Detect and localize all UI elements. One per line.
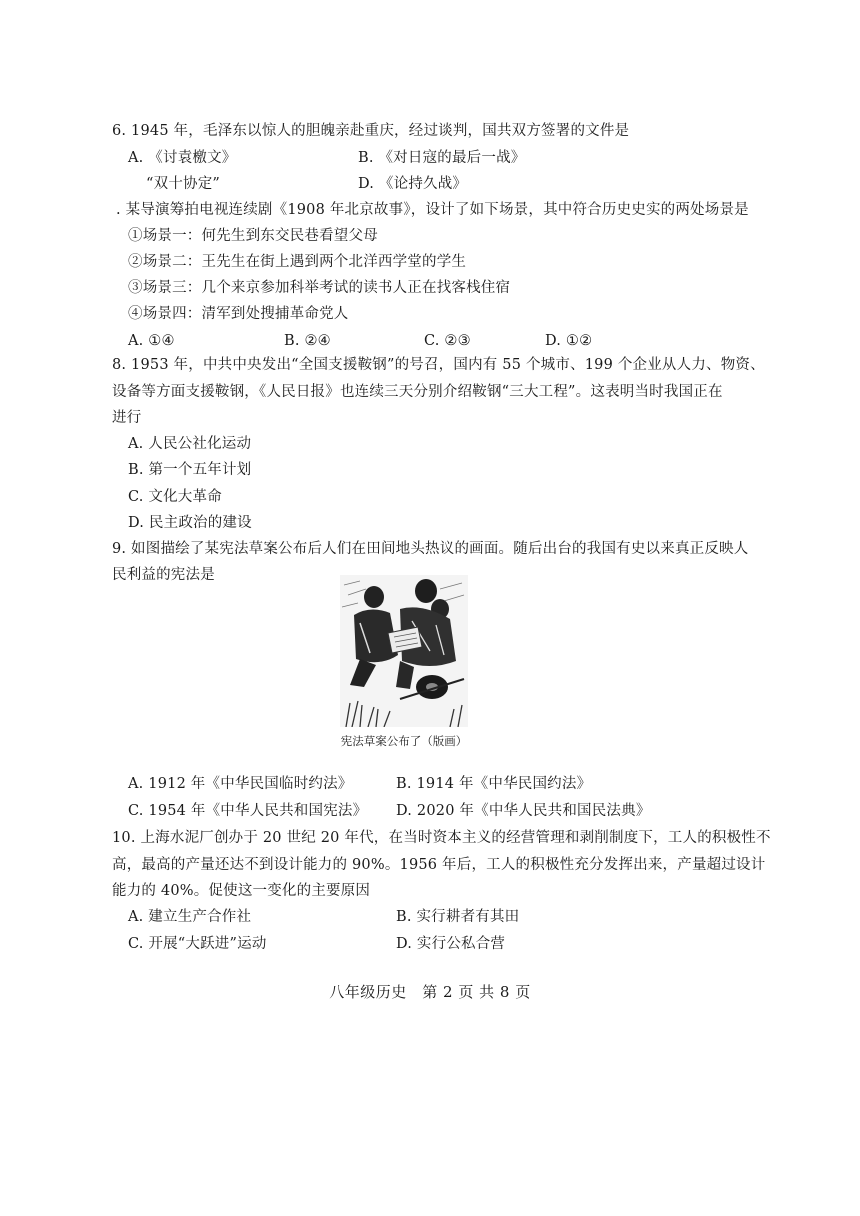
question-8-stem-line-1: 8. 1953 年，中共中央发出“全国支援鞍钢”的号召，国内有 55 个城市、199 个企业从人力、物资、 xyxy=(112,357,765,373)
question-8-stem-line-3: 进行 xyxy=(112,410,142,426)
question-7-stem: . 某导演筹拍电视连续剧《1908 年北京故事》，设计了如下场景，其中符合历史史实的两处场景是 xyxy=(116,202,749,218)
question-8-option-a: A. 人民公社化运动 xyxy=(128,436,252,452)
question-7-option-d: D. ①② xyxy=(545,333,593,349)
question-7-scene-1: ①场景一：何先生到东交民巷看望父母 xyxy=(128,228,378,244)
question-6-option-a: A. 《讨袁檄文》 xyxy=(128,150,237,166)
question-10-stem-line-2: 高，最高的产量还达不到设计能力的 90%。1956 年后，工人的积极性充分发挥出来，产量超过设计 xyxy=(112,857,766,873)
question-10-stem-line-3: 能力的 40%。促使这一变化的主要原因 xyxy=(112,883,371,899)
question-8-option-b: B. 第一个五年计划 xyxy=(128,462,252,478)
question-10-option-b: B. 实行耕者有其田 xyxy=(396,909,520,925)
page-footer: 八年级历史 第 2 页 共 8 页 xyxy=(329,983,531,1001)
question-10-option-d: D. 实行公私合营 xyxy=(396,936,506,952)
question-7-scene-3: ③场景三：几个来京参加科举考试的读书人正在找客栈住宿 xyxy=(128,280,511,296)
woodcut-print-image xyxy=(340,575,468,727)
figure-caption: 宪法草案公布了（版画） xyxy=(340,734,468,748)
question-6-option-d: D. 《论持久战》 xyxy=(358,176,468,192)
question-7-scene-4: ④场景四：清军到处搜捕革命党人 xyxy=(128,306,349,322)
question-9-stem-line-1: 9. 如图描绘了某宪法草案公布后人们在田间地头热议的画面。随后出台的我国有史以来真正反映人 xyxy=(112,541,749,557)
question-7-option-a: A. ①④ xyxy=(128,333,175,349)
question-7-scene-2: ②场景二：王先生在街上遇到两个北洋西学堂的学生 xyxy=(128,254,467,270)
question-10-option-c: C. 开展“大跃进”运动 xyxy=(128,936,267,952)
question-10-stem-line-1: 10. 上海水泥厂创办于 20 世纪 20 年代，在当时资本主义的经营管理和剥削制度下，工人的积极性不 xyxy=(112,830,771,846)
question-8-option-c: C. 文化大革命 xyxy=(128,489,222,505)
question-8-option-d: D. 民主政治的建设 xyxy=(128,515,252,531)
question-9-option-c: C. 1954 年《中华人民共和国宪法》 xyxy=(128,803,368,819)
question-9-option-a: A. 1912 年《中华民国临时约法》 xyxy=(128,776,353,792)
question-9-option-d: D. 2020 年《中华人民共和国民法典》 xyxy=(396,803,651,819)
question-9-stem-line-2: 民利益的宪法是 xyxy=(112,567,215,583)
question-9-option-b: B. 1914 年《中华民国约法》 xyxy=(396,776,592,792)
question-7-option-c: C. ②③ xyxy=(424,333,471,349)
question-7-option-b: B. ②④ xyxy=(284,333,331,349)
question-8-stem-line-2: 设备等方面支援鞍钢，《人民日报》也连续三天分别介绍鞍钢“三大工程”。这表明当时我国正在 xyxy=(112,384,723,400)
question-6-stem: 6. 1945 年，毛泽东以惊人的胆魄亲赴重庆，经过谈判，国共双方签署的文件是 xyxy=(112,123,630,139)
question-6-option-b: B. 《对日寇的最后一战》 xyxy=(358,150,526,166)
question-10-option-a: A. 建立生产合作社 xyxy=(128,909,252,925)
question-6-option-c: “双十协定” xyxy=(146,176,221,192)
